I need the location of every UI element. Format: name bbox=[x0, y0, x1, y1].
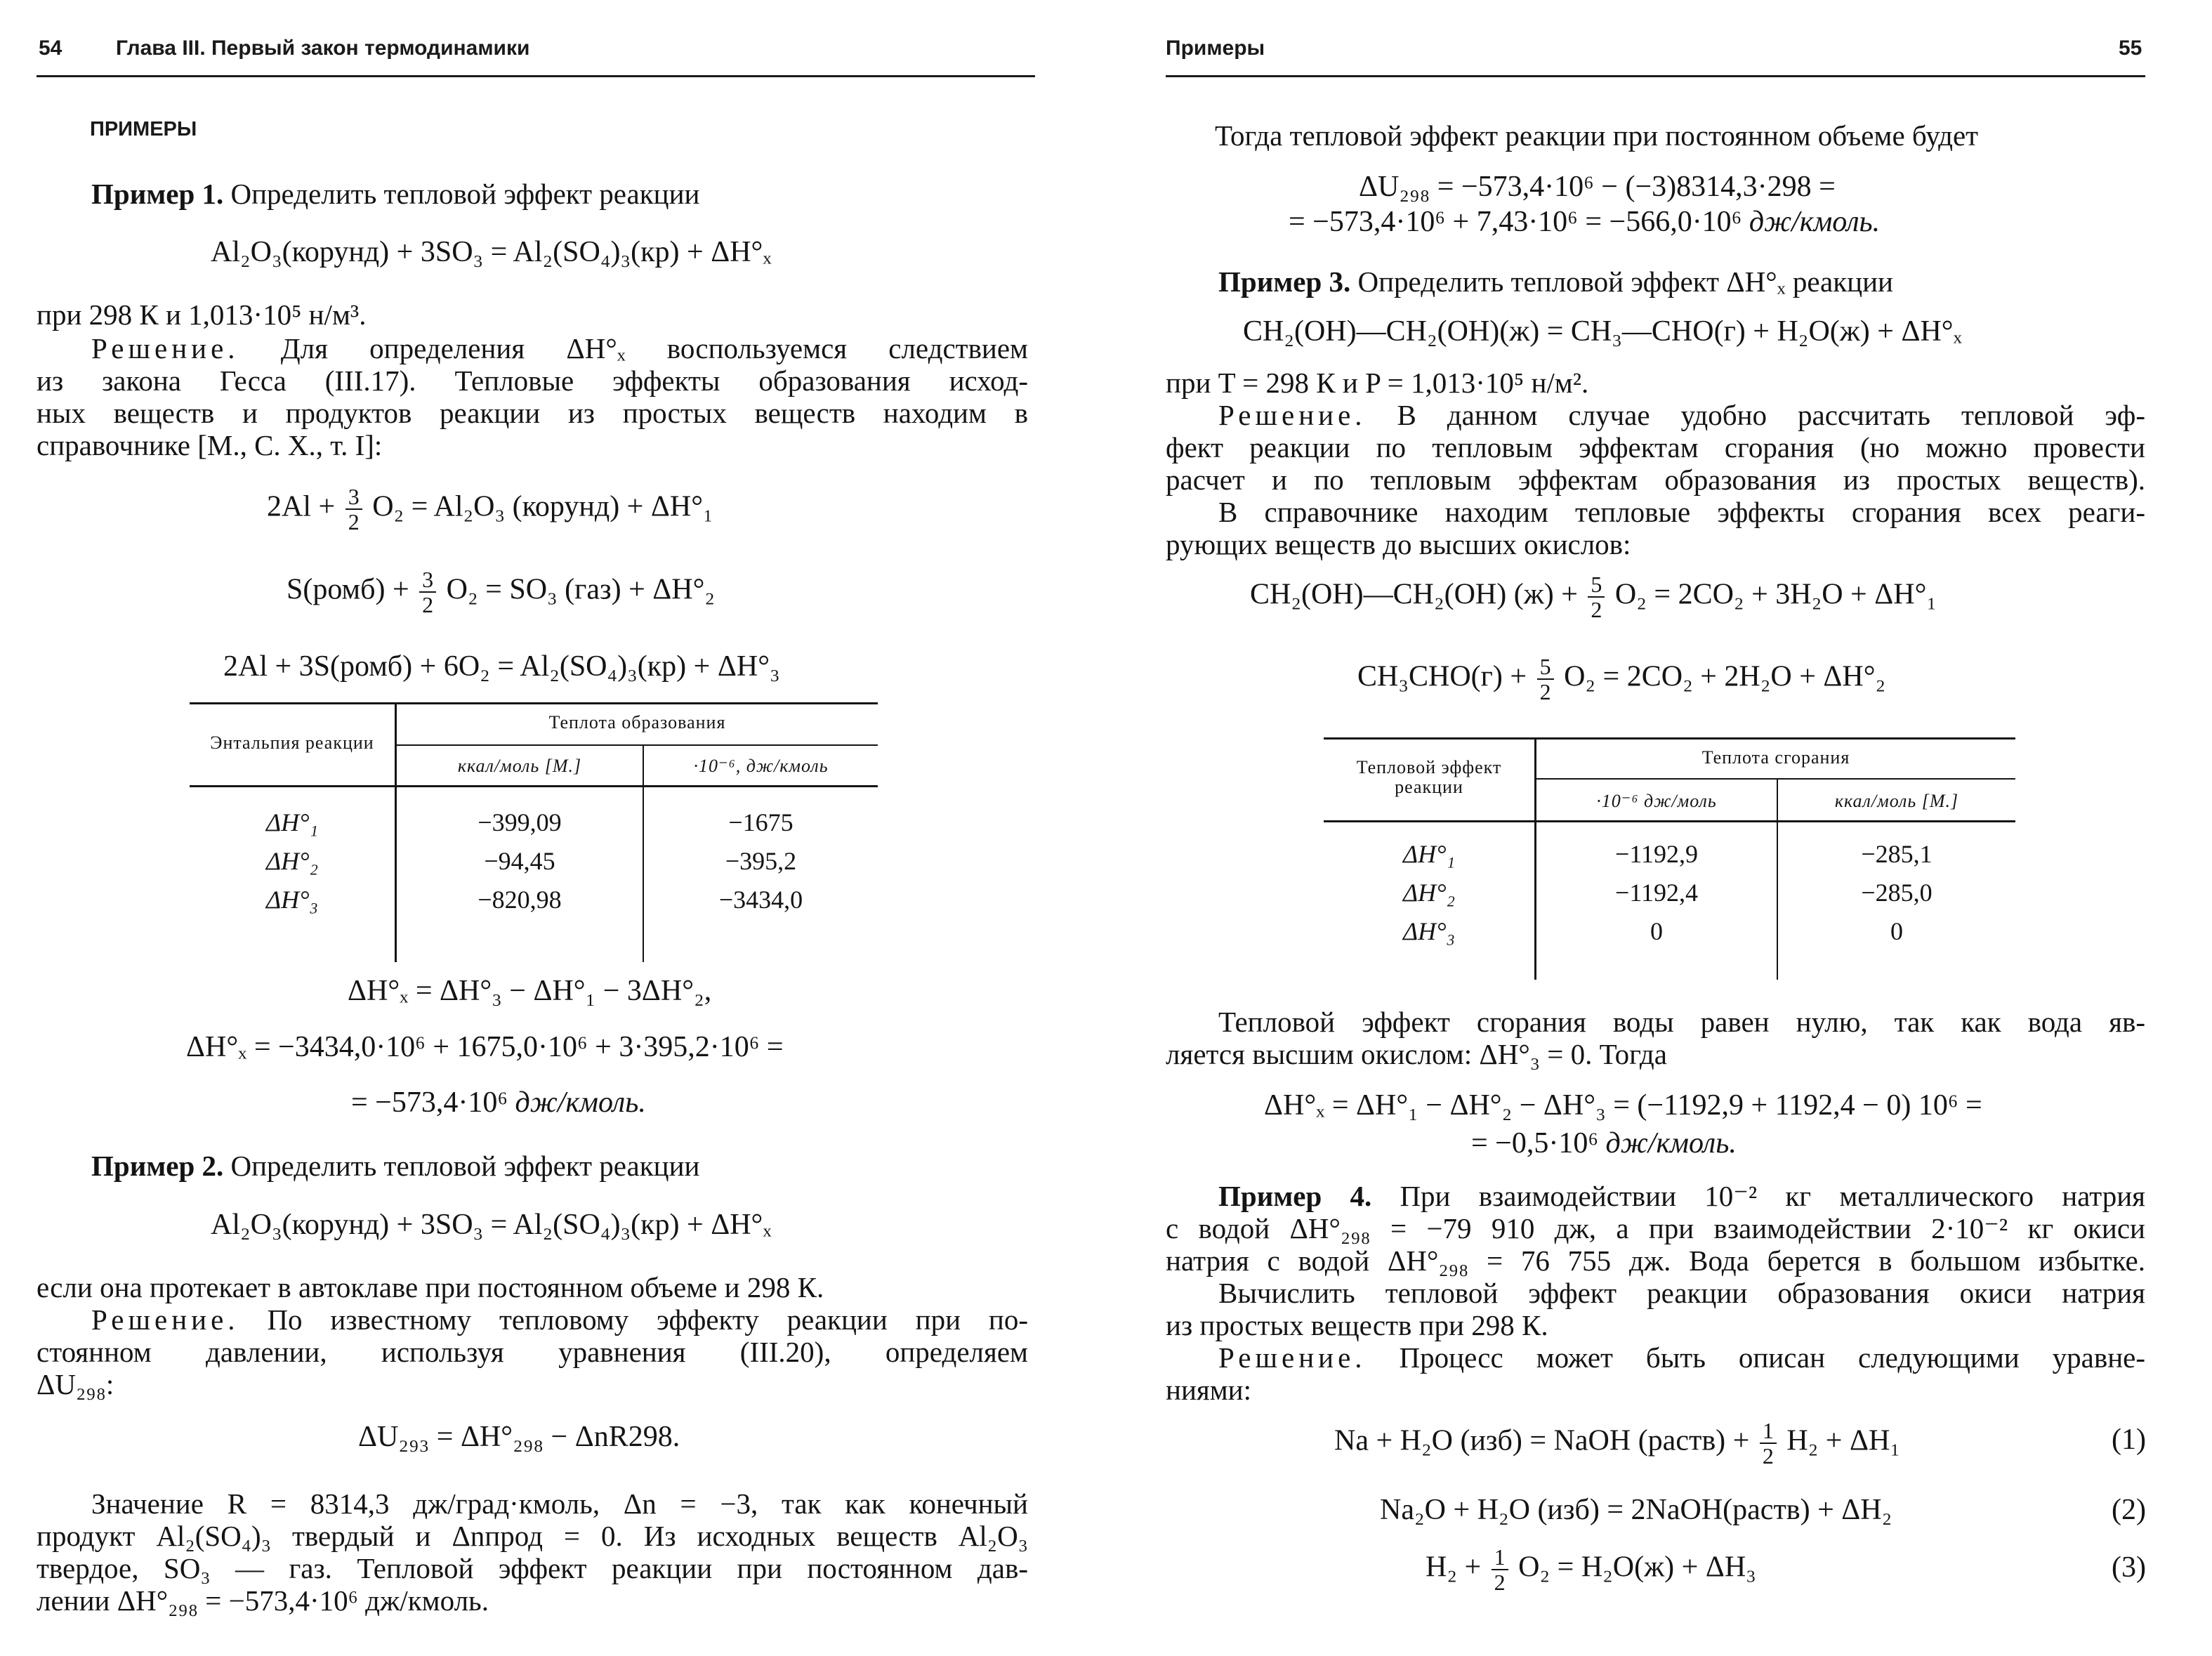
example-1-text: Определить тепловой эффект реакции bbox=[230, 178, 700, 210]
example-3-calc-2: = −0,5·10⁶ дж/кмоль. bbox=[1471, 1127, 1737, 1159]
fraction: $\frac{3}{2}$ bbox=[419, 567, 436, 617]
header-rule bbox=[37, 75, 1035, 77]
example-4-equation-3: H₂ + $\frac{1}{2}$ O₂ = H₂O(ж) + ΔH₃ bbox=[1426, 1544, 1756, 1595]
section-heading: ПРИМЕРЫ bbox=[90, 118, 197, 140]
example-3-solution-line-3: расчет и по тепловым эффектам образования из простых веществ). bbox=[1166, 464, 2145, 496]
example-1-solution-line-3: ных веществ и продуктов реакции из простых веществ находим в bbox=[37, 397, 1028, 429]
example-3-text: Определить тепловой эффект ΔH°ₓ реакции bbox=[1357, 265, 1893, 298]
example-2-label: Пример 2. bbox=[91, 1150, 224, 1182]
table-row-header: реакции bbox=[1395, 777, 1463, 797]
example-1-solution-line-2: из закона Гесса (III.17). Тепловые эффекты образования исход- bbox=[37, 364, 1028, 397]
example-3-solution-line-4: В справочнике находим тепловые эффекты сгорания всех реаги- bbox=[1218, 496, 2145, 528]
table-group-header: Теплота сгорания bbox=[1701, 747, 1850, 768]
table-cell: −399,09 bbox=[478, 808, 562, 836]
example-2-solution-label: Решение. bbox=[91, 1303, 239, 1336]
formation-equation-2: S(ромб) + $\frac{3}{2}$ O₂ = SO₃ (газ) + ΔH°₂ bbox=[287, 567, 716, 617]
table-row-label: ΔH°₁ bbox=[1402, 840, 1456, 868]
fraction: $\frac{1}{2}$ bbox=[1760, 1419, 1777, 1468]
equation-number: (1) bbox=[2112, 1424, 2146, 1456]
example-3-solution-line-2: фект реакции по тепловым эффектам сгорания (но можно провести bbox=[1166, 431, 2145, 464]
calc-line-1: ΔH°ₓ = ΔH°₃ − ΔH°₁ − 3ΔH°₂, bbox=[348, 975, 712, 1007]
example-1-solution-line-1: Решение. Для определения ΔH°ₓ воспользуемся следствием bbox=[91, 332, 1029, 364]
example-2-equation-u: ΔU₂₉₃ = ΔH°₂₉₈ − ΔnR298. bbox=[358, 1421, 680, 1453]
table-cell: −820,98 bbox=[478, 886, 562, 914]
table-col-header-kcal: ккал/моль [М.] bbox=[1834, 791, 1959, 811]
example-2-equation: Al₂O₃(корунд) + 3SO₃ = Al₂(SO₄)₃(кр) + ΔH°ₓ bbox=[211, 1209, 772, 1241]
table-row-header: Тепловой эффект bbox=[1356, 757, 1502, 777]
table-col-header-joule: ·10⁻⁶ дж/моль bbox=[1596, 791, 1717, 811]
example-4-equation-2: Na₂O + H₂O (изб) = 2NaOH(раств) + ΔH₂ bbox=[1380, 1494, 1892, 1526]
example-3-label: Пример 3. bbox=[1218, 265, 1351, 298]
example-3-after-line-2: ляется высшим окислом: ΔH°₃ = 0. Тогда bbox=[1166, 1038, 1667, 1070]
example-4-line-4: Вычислить тепловой эффект реакции образования окиси натрия bbox=[1218, 1277, 2145, 1309]
example-1-statement bbox=[91, 178, 699, 210]
table-cell: 0 bbox=[1650, 917, 1663, 945]
example-2-condition: если она протекает в автоклаве при постоянном объеме и 298 К. bbox=[37, 1271, 824, 1303]
example-1-solution-label: Решение. bbox=[91, 332, 239, 364]
table-col-header-joule: ·10⁻⁶, дж/кмоль bbox=[693, 756, 829, 776]
table-cell: −1675 bbox=[728, 808, 794, 836]
table-row-label: ΔH°₃ bbox=[265, 886, 319, 914]
example-2-text: Определить тепловой эффект реакции bbox=[230, 1150, 700, 1182]
fraction: $\frac{3}{2}$ bbox=[345, 485, 362, 534]
equation-number: (2) bbox=[2112, 1494, 2146, 1526]
example-2-solution-line-1: Решение. По известному тепловому эффекту реакции при по- bbox=[91, 1303, 1029, 1336]
header-rule bbox=[1166, 75, 2145, 77]
example-3-statement bbox=[1218, 265, 1893, 298]
example-2-solution-line-3: ΔU₂₉₈: bbox=[37, 1368, 114, 1400]
example-4-line-5: из простых веществ при 298 К. bbox=[1166, 1309, 1548, 1341]
example-1-label: Пример 1. bbox=[91, 178, 224, 210]
example-4-solution-label: Решение. bbox=[1218, 1341, 1367, 1374]
example-4-solution-line-1: Решение. Процесс может быть описан следующими уравне- bbox=[1218, 1341, 2146, 1374]
table-cell: −1192,9 bbox=[1615, 840, 1698, 868]
table-col-header-kcal: ккал/моль [М.] bbox=[457, 756, 582, 776]
formation-equation-1: 2Al + $\frac{3}{2}$ O₂ = Al₂O₃ (корунд) + ΔH°₁ bbox=[267, 484, 713, 534]
table-cell: −285,1 bbox=[1861, 840, 1933, 868]
example-3-solution-line-1: Решение. В данном случае удобно рассчитать тепловой эф- bbox=[1218, 399, 2146, 431]
combustion-equation-1: CH₂(OH)—CH₂(OH) (ж) + $\frac{5}{2}$ O₂ = 2CO₂ + 3H₂O + ΔH°₁ bbox=[1250, 572, 1937, 622]
formation-equation-3: 2Al + 3S(ромб) + 6O₂ = Al₂(SO₄)₃(кр) + ΔH°₃ bbox=[223, 650, 780, 683]
example-4-line-1: Пример 4. При взаимодействии 10⁻² кг металлического натрия bbox=[1218, 1180, 2145, 1212]
example-1-solution-line-4: справочнике [М., С. Х., т. I]: bbox=[37, 429, 383, 461]
example-3-calc-1: ΔH°ₓ = ΔH°₁ − ΔH°₂ − ΔH°₃ = (−1192,9 + 1192,4 − 0) 10⁶ = bbox=[1264, 1089, 1982, 1122]
page-number: 54 bbox=[39, 37, 62, 60]
example-2-solution-line-2: стоянном давлении, используя уравнения (III.20), определяем bbox=[37, 1336, 1028, 1368]
table-group-header: Теплота образования bbox=[548, 712, 726, 732]
example-4-label: Пример 4. bbox=[1218, 1180, 1372, 1212]
example-3-solution-line-5: рующих веществ до высших окислов: bbox=[1166, 528, 1631, 560]
example-4-solution-line-2: ниями: bbox=[1166, 1374, 1252, 1406]
table-cell: −3434,0 bbox=[718, 886, 803, 914]
continuation-eq-1: ΔU₂₉₈ = −573,4·10⁶ − (−3)8314,3·298 = bbox=[1359, 171, 1836, 203]
example-2-statement bbox=[91, 1150, 699, 1182]
example-3-after-line-1: Тепловой эффект сгорания воды равен нулю, так как вода яв- bbox=[1218, 1006, 2145, 1038]
calc-line-2: ΔH°ₓ = −3434,0·10⁶ + 1675,0·10⁶ + 3·395,2·10⁶ = bbox=[186, 1031, 784, 1063]
continuation-line: Тогда тепловой эффект реакции при постоянном объеме будет bbox=[1215, 119, 1979, 152]
example-1-equation: Al₂O₃(корунд) + 3SO₃ = Al₂(SO₄)₃(кр) + ΔH°ₓ bbox=[211, 236, 772, 268]
table-cell: −1192,4 bbox=[1615, 879, 1698, 907]
chapter-title: Глава III. Первый закон термодинамики bbox=[116, 37, 530, 60]
example-4-equation-1: Na + H₂O (изб) = NaOH (раств) + $\frac{1}{2}$ H₂ + ΔH₁ bbox=[1334, 1418, 1900, 1468]
calc-line-3: = −573,4·10⁶ дж/кмоль. bbox=[351, 1086, 646, 1119]
example-2-value-line-1: Значение R = 8314,3 дж/град·кмоль, Δn = −3, так как конечный bbox=[91, 1487, 1028, 1520]
table-row-label: ΔH°₂ bbox=[265, 847, 319, 875]
fraction: $\frac{5}{2}$ bbox=[1537, 655, 1554, 704]
table-row-label: ΔH°₃ bbox=[1402, 917, 1456, 945]
example-2-value-line-2: продукт Al₂(SO₄)₃ твердый и Δnпрод = 0. Из исходных веществ Al₂O₃ bbox=[37, 1520, 1028, 1552]
table-row-label: ΔH°₁ bbox=[265, 808, 319, 836]
table-row-header: Энтальпия реакции bbox=[210, 732, 374, 753]
example-2-value-line-4: лении ΔH°₂₉₈ = −573,4·10⁶ дж/кмоль. bbox=[37, 1584, 489, 1617]
table-cell: −285,0 bbox=[1861, 879, 1933, 907]
fraction: $\frac{1}{2}$ bbox=[1492, 1545, 1508, 1594]
example-4-line-3: натрия с водой ΔH°₂₉₈ = 76 755 дж. Вода берется в большом избытке. bbox=[1166, 1244, 2145, 1277]
table-cell: −395,2 bbox=[725, 847, 797, 875]
combustion-equation-2: CH₃CHO(г) + $\frac{5}{2}$ O₂ = 2CO₂ + 2H₂O + ΔH°₂ bbox=[1357, 654, 1886, 704]
example-2-value-line-3: твердое, SO₃ — газ. Тепловой эффект реакции при постоянном дав- bbox=[37, 1552, 1028, 1584]
equation-number: (3) bbox=[2112, 1551, 2146, 1584]
fraction: $\frac{5}{2}$ bbox=[1588, 572, 1605, 622]
table-row-label: ΔH°₂ bbox=[1402, 879, 1456, 907]
example-3-solution-label: Решение. bbox=[1218, 399, 1367, 431]
formation-heat-table bbox=[190, 702, 878, 962]
combustion-heat-table bbox=[1324, 737, 2015, 980]
table-cell: −94,45 bbox=[484, 847, 555, 875]
example-4-line-2: с водой ΔH°₂₉₈ = −79 910 дж, а при взаимодействии 2·10⁻² кг окиси bbox=[1166, 1212, 2145, 1244]
running-head: Примеры bbox=[1166, 37, 1265, 60]
example-3-conditions: при T = 298 К и P = 1,013·10⁵ н/м². bbox=[1166, 367, 1589, 399]
example-1-conditions: при 298 К и 1,013·10⁵ н/м³. bbox=[37, 298, 367, 331]
table-cell: 0 bbox=[1890, 917, 1903, 945]
example-3-equation: CH₂(OH)—CH₂(OH)(ж) = CH₃—CHO(г) + H₂O(ж) + ΔH°ₓ bbox=[1243, 315, 1962, 348]
continuation-eq-2: = −573,4·10⁶ + 7,43·10⁶ = −566,0·10⁶ дж/кмоль. bbox=[1289, 206, 1881, 238]
page-number: 55 bbox=[2119, 37, 2142, 60]
right-page bbox=[1106, 0, 2212, 1656]
